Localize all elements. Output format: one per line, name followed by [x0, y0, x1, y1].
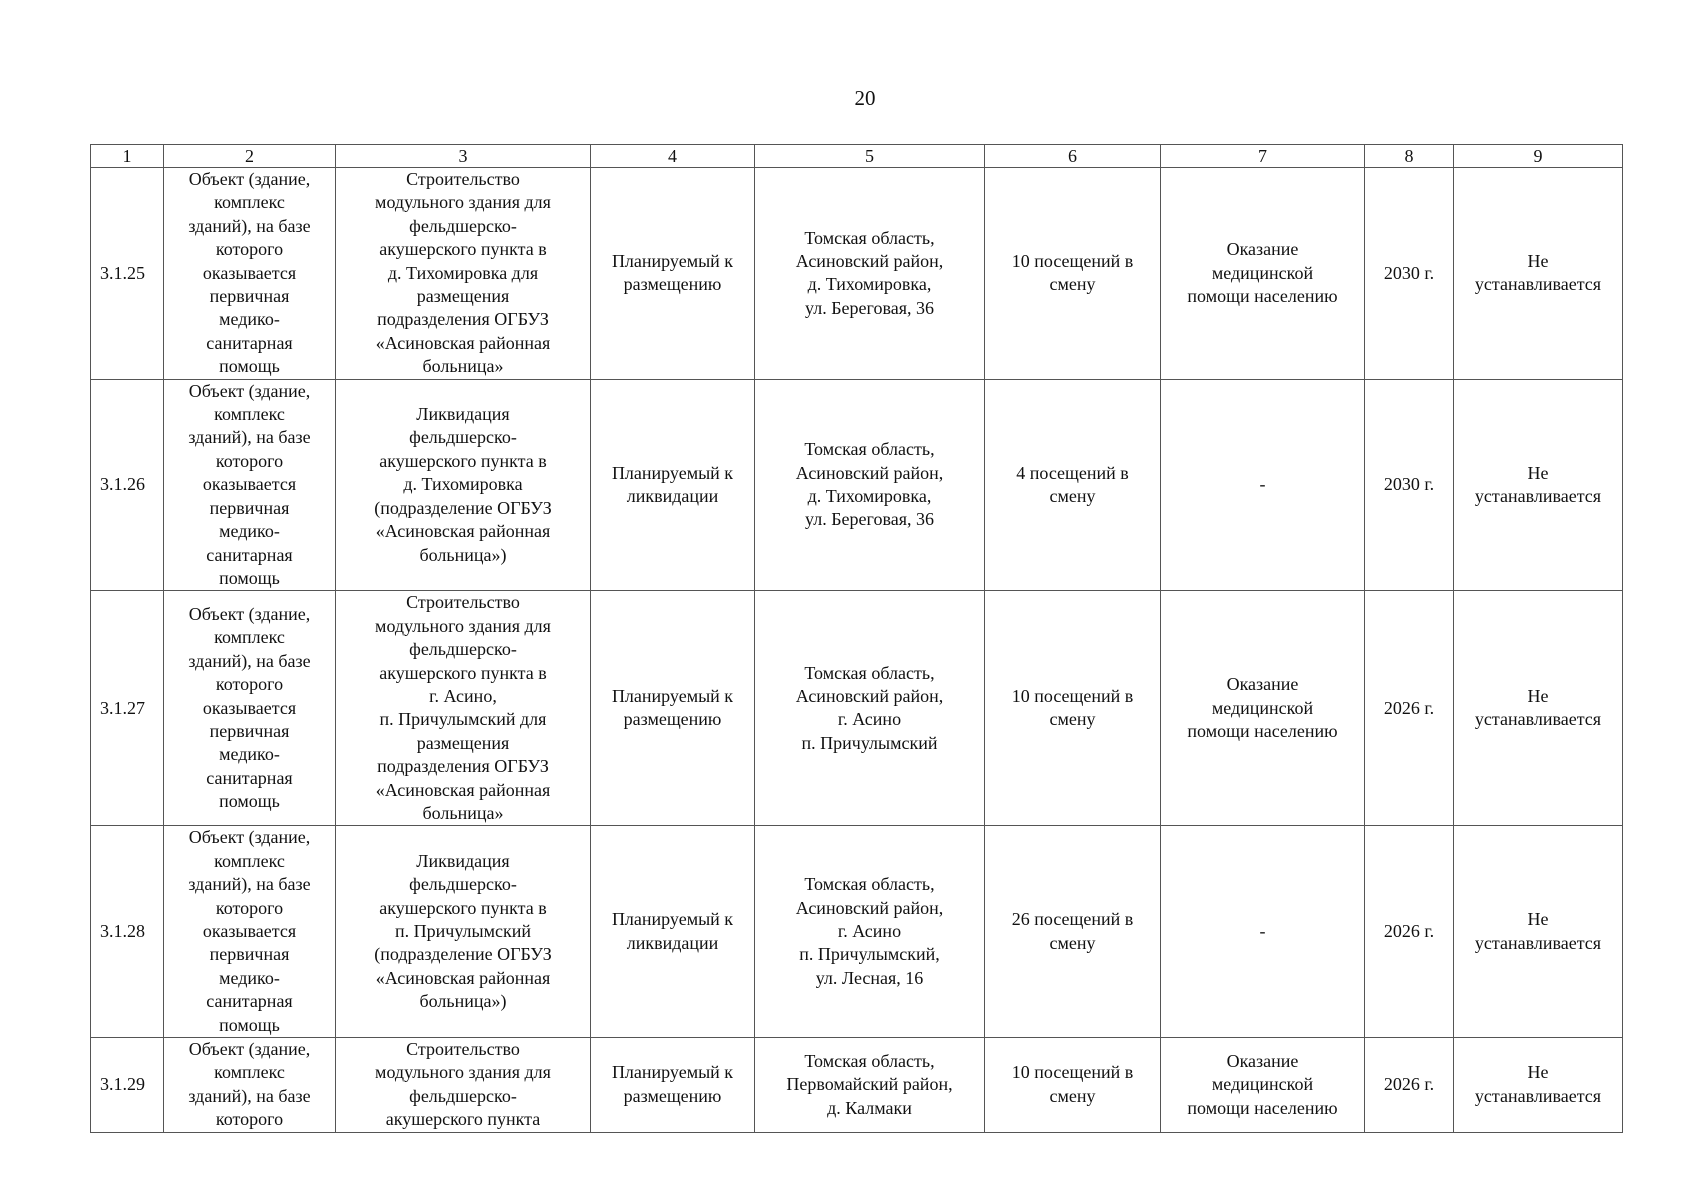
- object-name-cell: Строительство модульного здания для фельдшерско- акушерского пункта в г. Асино, п. Причулымский для размещения подразделения ОГБУЗ «Асиновская районная больница»: [336, 591, 591, 826]
- column-header: 3: [336, 145, 591, 168]
- zone-cell: Не устанавливается: [1454, 168, 1623, 380]
- status-cell: Планируемый к ликвидации: [591, 379, 755, 591]
- column-header: 9: [1454, 145, 1623, 168]
- row-number: 3.1.29: [91, 1038, 164, 1133]
- row-number: 3.1.25: [91, 168, 164, 380]
- object-name-cell: Строительство модульного здания для фельдшерско- акушерского пункта: [336, 1038, 591, 1133]
- capacity-cell: 10 посещений в смену: [985, 1038, 1161, 1133]
- row-number: 3.1.28: [91, 826, 164, 1038]
- table-row: [91, 379, 1623, 591]
- status-cell: Планируемый к ликвидации: [591, 826, 755, 1038]
- table-row: [91, 826, 1623, 1038]
- object-type-cell: Объект (здание, комплекс зданий), на базе которого оказывается первичная медико- санитарная помощь: [164, 826, 336, 1038]
- year-cell: 2030 г.: [1365, 379, 1454, 591]
- location-cell: Томская область, Первомайский район, д. Калмаки: [755, 1038, 985, 1133]
- column-header: 5: [755, 145, 985, 168]
- object-name-cell: Строительство модульного здания для фельдшерско- акушерского пункта в д. Тихомировка для размещения подразделения ОГБУЗ «Асиновская районная больница»: [336, 168, 591, 380]
- capacity-cell: 10 посещений в смену: [985, 168, 1161, 380]
- purpose-cell: Оказание медицинской помощи населению: [1161, 168, 1365, 380]
- objects-table: [90, 144, 1623, 1133]
- object-name-cell: Ликвидация фельдшерско- акушерского пункта в д. Тихомировка (подразделение ОГБУЗ «Асиновская районная больница»): [336, 379, 591, 591]
- column-header: 8: [1365, 145, 1454, 168]
- purpose-cell: -: [1161, 826, 1365, 1038]
- zone-cell: Не устанавливается: [1454, 379, 1623, 591]
- table-row: [91, 591, 1623, 826]
- table-row: [91, 1038, 1623, 1133]
- year-cell: 2026 г.: [1365, 826, 1454, 1038]
- location-cell: Томская область, Асиновский район, д. Тихомировка, ул. Береговая, 36: [755, 379, 985, 591]
- status-cell: Планируемый к размещению: [591, 1038, 755, 1133]
- purpose-cell: -: [1161, 379, 1365, 591]
- column-header: 1: [91, 145, 164, 168]
- year-cell: 2026 г.: [1365, 1038, 1454, 1133]
- row-number: 3.1.26: [91, 379, 164, 591]
- object-type-cell: Объект (здание, комплекс зданий), на базе которого оказывается первичная медико- санитарная помощь: [164, 168, 336, 380]
- table-row: [91, 168, 1623, 380]
- zone-cell: Не устанавливается: [1454, 591, 1623, 826]
- status-cell: Планируемый к размещению: [591, 168, 755, 380]
- column-header: 6: [985, 145, 1161, 168]
- page-number: 20: [854, 86, 876, 110]
- purpose-cell: Оказание медицинской помощи населению: [1161, 591, 1365, 826]
- purpose-cell: Оказание медицинской помощи населению: [1161, 1038, 1365, 1133]
- object-type-cell: Объект (здание, комплекс зданий), на базе которого оказывается первичная медико- санитарная помощь: [164, 379, 336, 591]
- year-cell: 2030 г.: [1365, 168, 1454, 380]
- row-number: 3.1.27: [91, 591, 164, 826]
- object-type-cell: Объект (здание, комплекс зданий), на базе которого оказывается первичная медико- санитарная помощь: [164, 591, 336, 826]
- object-type-cell: Объект (здание, комплекс зданий), на базе которого: [164, 1038, 336, 1133]
- status-cell: Планируемый к размещению: [591, 591, 755, 826]
- table-header-row: [91, 145, 1623, 168]
- capacity-cell: 26 посещений в смену: [985, 826, 1161, 1038]
- location-cell: Томская область, Асиновский район, д. Тихомировка, ул. Береговая, 36: [755, 168, 985, 380]
- object-name-cell: Ликвидация фельдшерско- акушерского пункта в п. Причулымский (подразделение ОГБУЗ «Асиновская районная больница»): [336, 826, 591, 1038]
- year-cell: 2026 г.: [1365, 591, 1454, 826]
- column-header: 4: [591, 145, 755, 168]
- zone-cell: Не устанавливается: [1454, 1038, 1623, 1133]
- capacity-cell: 10 посещений в смену: [985, 591, 1161, 826]
- location-cell: Томская область, Асиновский район, г. Асино п. Причулымский, ул. Лесная, 16: [755, 826, 985, 1038]
- location-cell: Томская область, Асиновский район, г. Асино п. Причулымский: [755, 591, 985, 826]
- zone-cell: Не устанавливается: [1454, 826, 1623, 1038]
- column-header: 7: [1161, 145, 1365, 168]
- column-header: 2: [164, 145, 336, 168]
- capacity-cell: 4 посещений в смену: [985, 379, 1161, 591]
